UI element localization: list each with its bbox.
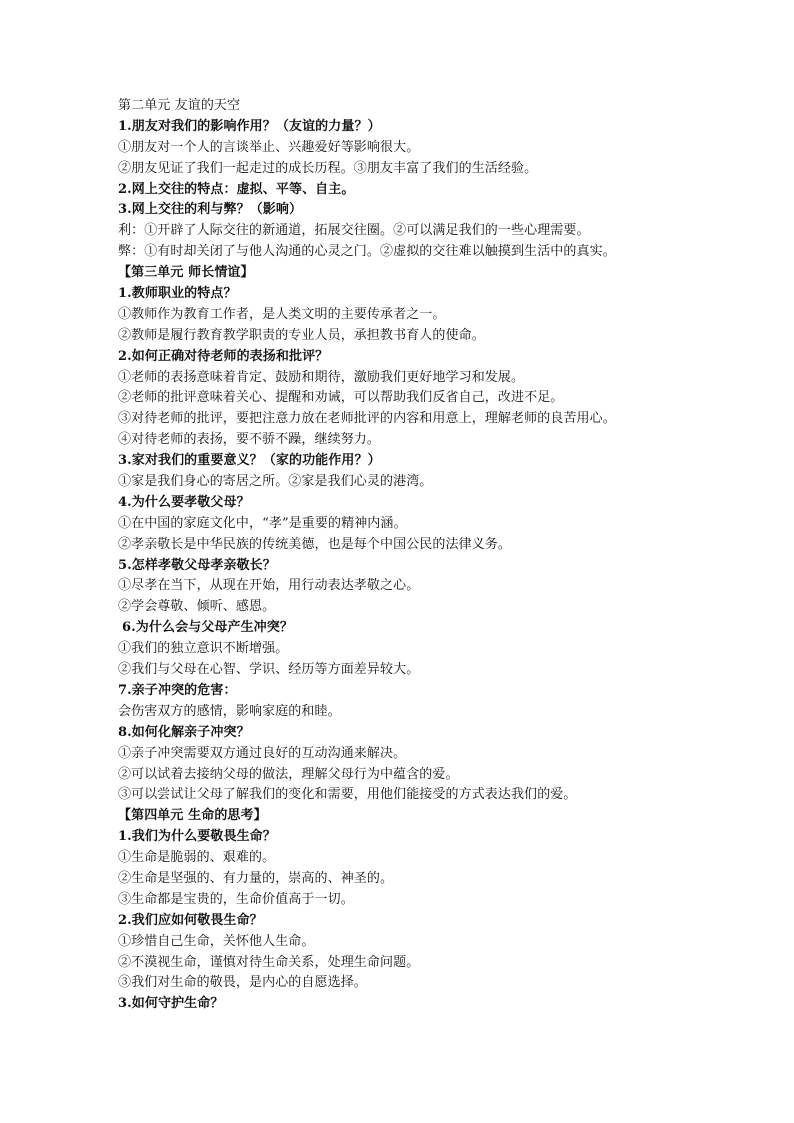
text-line: ①尽孝在当下，从现在开始，用行动表达孝敬之心。 [118,578,420,594]
section-heading: 8.如何化解亲子冲突？ [118,724,250,740]
text-line: ②朋友见证了我们一起走过的成长历程。③朋友丰富了我们的生活经验。 [118,160,538,176]
section-heading: 1.朋友对我们的影响作用？（友谊的力量？） [118,118,381,134]
section-heading: 【第四单元 生命的思考】 [118,808,267,824]
text-line: ②可以试着去接纳父母的做法，理解父母行为中蕴含的爱。 [118,766,459,782]
text-line: ②孝亲敬长是中华民族的传统美德，也是每个中国公民的法律义务。 [118,536,512,552]
text-line: ④对待老师的表扬，要不骄不躁，继续努力。 [118,432,381,448]
text-line: ③对待老师的批评，要把注意力放在老师批评的内容和用意上，理解老师的良苦用心。 [118,411,616,427]
text-line: ①生命是脆弱的、艰难的。 [118,850,276,866]
text-line: ①亲子冲突需要双方通过良好的互动沟通来解决。 [118,745,407,761]
text-line: ①家是我们身心的寄居之所。②家是我们心灵的港湾。 [118,474,433,490]
section-heading: 2.如何正确对待老师的表扬和批评？ [118,348,329,364]
text-line: ①教师作为教育工作者，是人类文明的主要传承者之一。 [118,306,446,322]
text-line: ①朋友对一个人的言谈举止、兴趣爱好等影响很大。 [118,139,420,155]
text-line: 会伤害双方的感情，影响家庭的和睦。 [118,703,341,719]
text-line: ②我们与父母在心智、学识、经历等方面差异较大。 [118,662,420,678]
text-line: ②生命是坚强的、有力量的，崇高的、神圣的。 [118,870,394,886]
section-heading: 3.家对我们的重要意义？（家的功能作用？） [118,453,381,469]
text-line: 第二单元 友谊的天空 [118,98,241,113]
section-heading: 3.网上交往的利与弊？（影响） [118,202,303,218]
section-heading: 1.我们为什么要敬畏生命？ [118,829,276,845]
section-heading: 3.如何守护生命？ [118,996,224,1012]
text-line: 利：①开辟了人际交往的新通道，拓展交往圈。②可以满足我们的一些心理需要。 [118,223,590,239]
text-line: ②教师是履行教育教学职责的专业人员，承担教书育人的使命。 [118,327,485,343]
document-body [118,96,758,1015]
section-heading: 2.我们应如何敬畏生命？ [118,912,263,928]
text-line: ②不漠视生命，谨慎对待生命关系，处理生命问题。 [118,954,420,970]
text-line: ③生命都是宝贵的，生命价值高于一切。 [118,891,354,907]
text-line: ①老师的表扬意味着肯定、鼓励和期待，激励我们更好地学习和发展。 [118,369,525,385]
text-line: ②学会尊敬、倾听、感恩。 [118,599,276,615]
text-line: ①我们的独立意识不断增强。 [118,641,289,657]
section-heading: 6.为什么会与父母产生冲突？ [122,620,293,636]
section-heading: 2.网上交往的特点：虚拟、平等、自主。 [118,181,355,197]
section-heading: 7.亲子冲突的危害： [118,682,237,698]
section-heading: 1.教师职业的特点？ [118,286,237,302]
text-line: ③可以尝试让父母了解我们的变化和需要，用他们能接受的方式表达我们的爱。 [118,787,577,803]
section-heading: 5.怎样孝敬父母孝亲敬长？ [118,557,276,573]
text-line: ②老师的批评意味着关心、提醒和劝诫，可以帮助我们反省自己，改进不足。 [118,390,564,406]
text-line: ③我们对生命的敬畏，是内心的自愿选择。 [118,975,367,991]
text-line: 弊：①有时却关闭了与他人沟通的心灵之门。②虚拟的交往难以触摸到生活中的真实。 [118,244,616,260]
section-heading: 【第三单元 师长情谊】 [118,265,254,281]
text-line: ①珍惜自己生命，关怀他人生命。 [118,933,315,949]
section-heading: 4.为什么要孝敬父母？ [118,494,250,510]
text-line: ①在中国的家庭文化中，“孝”是重要的精神内涵。 [118,515,407,531]
